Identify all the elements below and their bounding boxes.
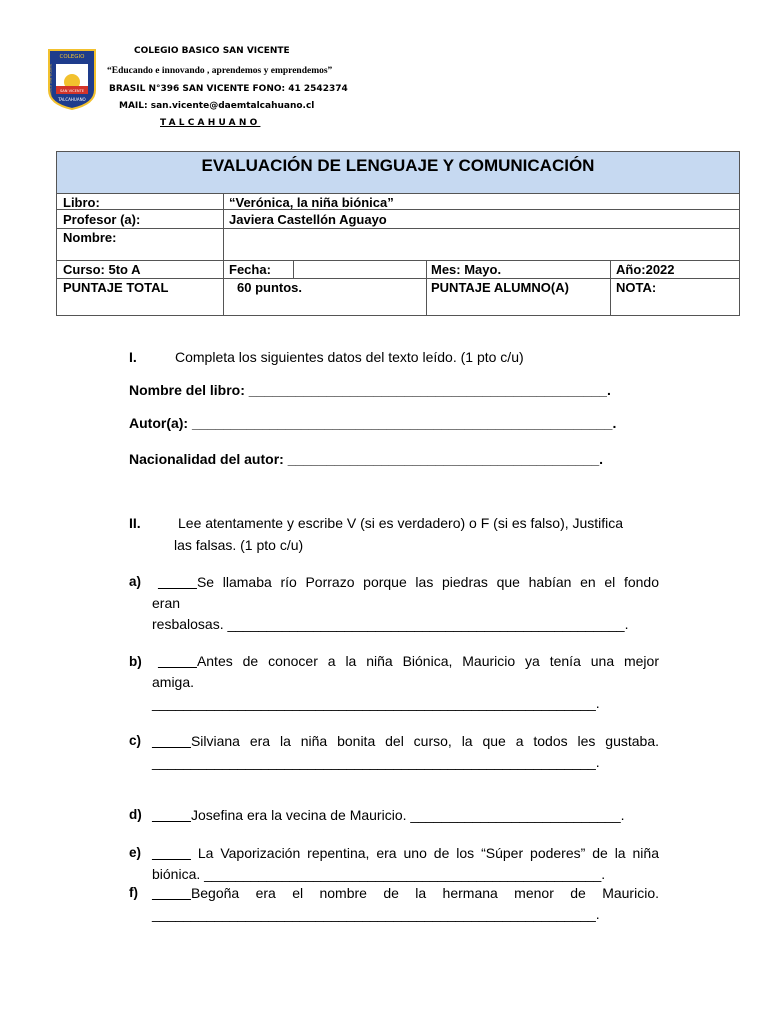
school-name: COLEGIO BASICO SAN VICENTE [134, 46, 290, 56]
item-d-label: d) [129, 807, 142, 822]
mes-value: Mes: Mayo. [431, 262, 502, 277]
field-nacionalidad-label: Nacionalidad del autor: [129, 451, 284, 467]
item-a-line-3: resbalosas. ___________________________________________________. [152, 616, 629, 632]
fecha-label: Fecha: [229, 262, 271, 277]
field-autor-label: Autor(a): [129, 415, 189, 431]
school-motto: “Educando e innovando , aprendemos y emprendemos” [107, 66, 333, 76]
school-address: BRASIL N°396 SAN VICENTE FONO: 41 2542374 [109, 84, 348, 94]
school-crest-logo [47, 48, 97, 110]
item-b-blank: _____ [158, 653, 197, 669]
nombre-label: Nombre: [63, 230, 117, 245]
item-c-blank: _____ [152, 733, 191, 749]
item-b-label: b) [129, 654, 142, 669]
evaluation-title: EVALUACIÓN DE LENGUAJE Y COMUNICACIÓN [57, 152, 739, 194]
item-e-line-1: La Vaporización repentina, era uno de los “Súper poderes” de la niña [190, 845, 659, 861]
item-a-blank: _____ [158, 574, 197, 590]
item-f-blank: _____ [152, 885, 191, 901]
puntaje-total-value: 60 puntos. [237, 280, 303, 295]
section-2-numeral: II. [129, 515, 141, 531]
item-b [152, 651, 659, 714]
section-1-numeral: I. [129, 349, 137, 365]
item-f [152, 883, 659, 925]
field-autor [129, 415, 616, 431]
section-1-instruction: Completa los siguientes datos del texto leído. (1 pto c/u) [175, 349, 524, 365]
field-nombre-libro [129, 382, 611, 398]
item-a-line-2: eran [152, 595, 181, 611]
item-e [152, 843, 659, 885]
field-nacionalidad [129, 451, 603, 467]
puntaje-alumno-label: PUNTAJE ALUMNO(A) [431, 280, 569, 295]
item-c-line-1: Silviana era la niña bonita del curso, la que a todos les gustaba. [190, 733, 659, 749]
curso-value: Curso: 5to A [63, 262, 141, 277]
item-b-line-1: Antes de conocer a la niña Biónica, Mauricio ya tenía una mejor [196, 653, 659, 669]
section-2-instruction-line-1: Lee atentamente y escribe V (si es verdadero) o F (si es falso), Justifica [178, 515, 624, 531]
item-e-line-2: biónica. ___________________________________________________. [152, 866, 606, 882]
item-e-label: e) [129, 845, 142, 860]
item-c-line-2: _________________________________________________________. [152, 754, 600, 770]
libro-label: Libro: [63, 195, 100, 210]
item-d-blank: _____ [152, 807, 191, 823]
item-b-line-3: _________________________________________________________. [152, 695, 600, 711]
item-f-label: f) [129, 885, 138, 900]
nota-label: NOTA: [616, 280, 657, 295]
item-d-line-1: Josefina era la vecina de Mauricio. ___________________________. [190, 807, 625, 823]
crest-top-text: COLEGIO [59, 54, 85, 60]
item-e-blank: _____ [152, 845, 191, 861]
profesor-value: Javiera Castellón Aguayo [229, 212, 387, 227]
item-c [152, 731, 659, 773]
section-2-instruction-line-2: las falsas. (1 pto c/u) [174, 537, 304, 553]
crest-side-text: BASICO SAN VICENTE [48, 63, 53, 97]
school-city: TALCAHUANO [160, 118, 261, 128]
item-f-line-2: _________________________________________________________. [152, 906, 600, 922]
crest-bottom-text: TALCAHUANO [58, 97, 86, 102]
profesor-label: Profesor (a): [63, 212, 141, 227]
item-d [152, 805, 659, 826]
school-mail: MAIL: san.vicente@daemtalcahuano.cl [119, 101, 315, 111]
crest-banner-text: SAN VICENTE [59, 89, 85, 93]
anio-value: Año:2022 [616, 262, 675, 277]
evaluation-info-table [56, 151, 740, 316]
item-c-label: c) [129, 733, 142, 748]
item-a-label: a) [129, 574, 142, 589]
field-autor-line: ______________________________________________________. [188, 415, 617, 431]
item-a-line-1: Se llamaba río Porrazo porque las piedras que habían en el fondo [196, 574, 659, 590]
puntaje-total-label: PUNTAJE TOTAL [63, 280, 169, 295]
field-nombre-libro-line: ______________________________________________. [244, 382, 611, 398]
field-nombre-libro-label: Nombre del libro: [129, 382, 245, 398]
item-a [152, 572, 659, 635]
item-f-line-1: Begoña era el nombre de la hermana menor de Mauricio. [190, 885, 659, 901]
item-b-line-2: amiga. [152, 674, 195, 690]
field-nacionalidad-line: ________________________________________. [283, 451, 604, 467]
libro-value: “Verónica, la niña biónica” [229, 195, 394, 210]
